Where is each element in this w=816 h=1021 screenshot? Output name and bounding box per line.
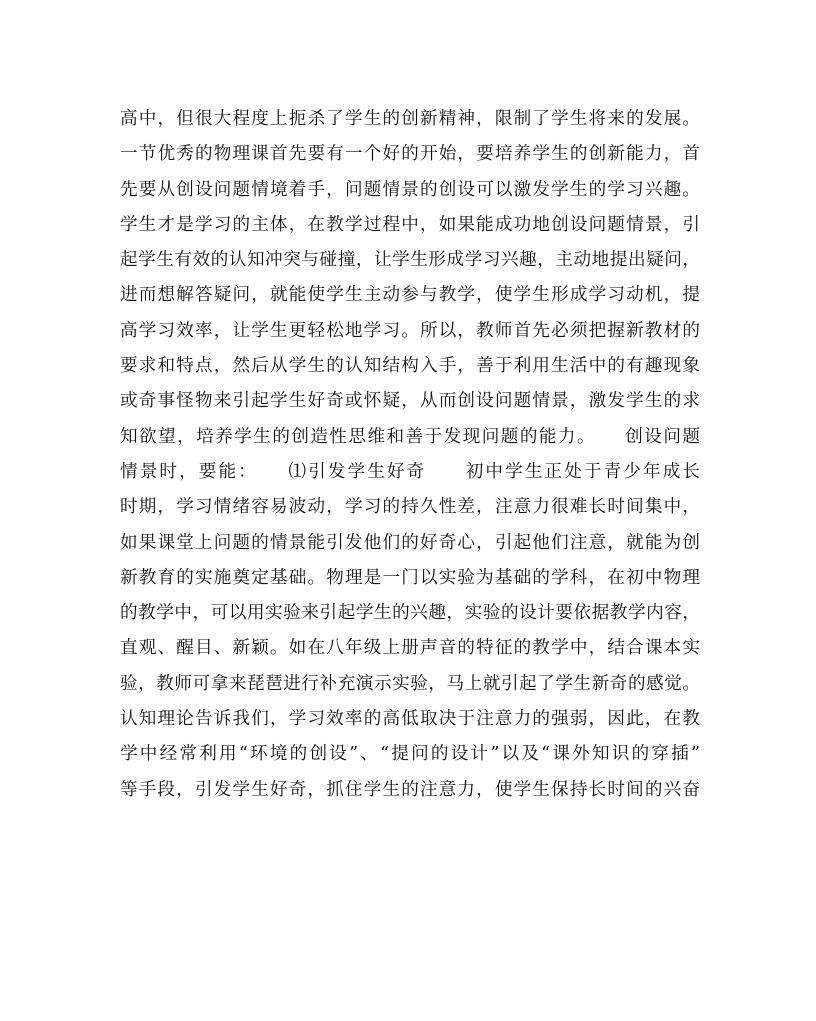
text-line: 新教育的实施奠定基础。物理是一门以实验为基础的学科，在初中物理: [120, 567, 700, 588]
text-line: 一节优秀的物理课首先要有一个好的开始，要培养学生的创新能力，首: [120, 144, 700, 165]
text-line: 学生才是学习的主体，在教学过程中，如果能成功地创设问题情景，引: [120, 214, 700, 235]
text-line: 知欲望，培养学生的创造性思维和善于发现问题的能力。 创设问题: [120, 426, 700, 447]
text-line: 进而想解答疑问，就能使学生主动参与教学，使学生形成学习动机，提: [120, 285, 700, 306]
text-line: 高中，但很大程度上扼杀了学生的创新精神，限制了学生将来的发展。: [120, 109, 700, 129]
text-line: 等手段，引发学生好奇，抓住学生的注意力，使学生保持长时间的兴奋: [120, 779, 700, 800]
text-line: 时期，学习情绪容易波动，学习的持久性差，注意力很难长时间集中，: [120, 497, 700, 518]
text-line: 或奇事怪物来引起学生好奇或怀疑，从而创设问题情景，激发学生的求: [120, 391, 700, 412]
text-line: 高学习效率，让学生更轻松地学习。所以，教师首先必须把握新教材的: [120, 320, 700, 341]
text-line: 起学生有效的认知冲突与碰撞，让学生形成学习兴趣，主动地提出疑问，: [120, 250, 700, 271]
text-line: 直观、醒目、新颖。如在八年级上册声音的特征的教学中，结合课本实: [120, 638, 700, 659]
text-line: 要求和特点，然后从学生的认知结构入手，善于利用生活中的有趣现象: [120, 356, 700, 377]
text-line: 认知理论告诉我们，学习效率的高低取决于注意力的强弱，因此，在教: [120, 709, 700, 730]
text-line: 情景时，要能： ⑴引发学生好奇 初中学生正处于青少年成长: [120, 461, 700, 482]
text-line: 如果课堂上问题的情景能引发他们的好奇心，引起他们注意，就能为创: [120, 532, 700, 553]
body-text: [120, 102, 700, 808]
text-line: 先要从创设问题情境着手，问题情景的创设可以激发学生的学习兴趣。: [120, 179, 700, 200]
text-line: 验，教师可拿来琵琶进行补充演示实验，马上就引起了学生新奇的感觉。: [120, 673, 700, 694]
text-line: 学中经常利用“环境的创设”、“提问的设计”以及“课外知识的穿插”: [120, 744, 700, 765]
text-line: 的教学中，可以用实验来引起学生的兴趣，实验的设计要依据教学内容，: [120, 603, 700, 624]
